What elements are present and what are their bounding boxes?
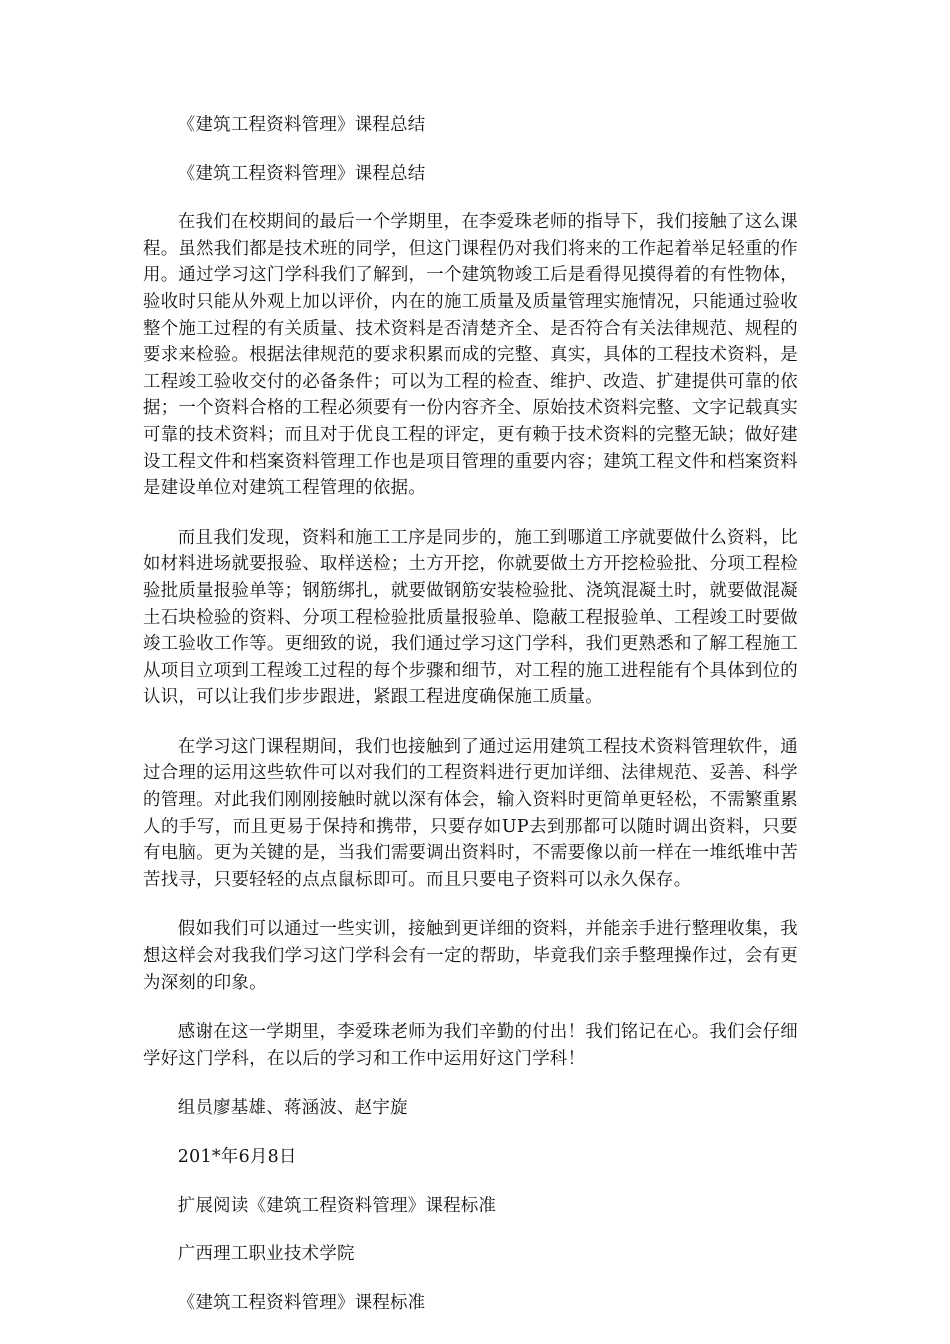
paragraph-intro: 在我们在校期间的最后一个学期里，在李爱珠老师的指导下，我们接触了这么课程。虽然我们都是技术班的同学，但这门课程仍对我们将来的工作起着举足轻重的作用。通过学习这门学科我们了解到，一个建筑物竣工后是看得见摸得着的有性物体，验收时只能从外观上加以评价，内在的施工质量及质量管理实施情况，只能通过验收整个施工过程的有关质量、技术资料是否清楚齐全、是否符合有关法律规范、规程的要求来检验。根据法律规范的要求积累而成的完整、真实，具体的工程技术资料，是工程竣工验收交付的必备条件；可以为工程的检查、维护、改造、扩建提供可靠的依据；一个资料合格的工程必须要有一份内容齐全、原始技术资料完整、文字记载真实可靠的技术资料；而且对于优良工程的评定，更有赖于技术资料的完整无缺；做好建设工程文件和档案资料管理工作也是项目管理的重要内容；建筑工程文件和档案资料是建设单位对建筑工程管理的依据。 xyxy=(143,212,798,499)
extended-reading-heading: 扩展阅读《建筑工程资料管理》课程标准 xyxy=(177,1195,497,1216)
document-subtitle: 《建筑工程资料管理》课程总结 xyxy=(177,163,426,184)
course-standard-title: 《建筑工程资料管理》课程标准 xyxy=(177,1292,426,1313)
institution-name: 广西理工职业技术学院 xyxy=(177,1244,355,1265)
document-body xyxy=(143,112,798,1338)
document-title: 《建筑工程资料管理》课程总结 xyxy=(177,115,426,135)
paragraph-software: 在学习这门课程期间，我们也接触到了通过运用建筑工程技术资料管理软件，通过合理的运用这些软件可以对我们的工程资料进行更加详细、法律规范、妥善、科学的管理。对此我们刚刚接触时就以深有体会，输入资料时更简单更轻松，不需繁重累人的手写，而且更易于保持和携带，只要存如UP去到那都可以随时调出资料，只要有电脑。更为关键的是，当我们需要调出资料时，不需要像以前一样在一堆纸堆中苦苦找寻，只要轻轻的点点鼠标即可。而且只要电子资料可以永久保存。 xyxy=(143,736,798,890)
paragraph-thanks: 感谢在这一学期里，李爱珠老师为我们辛勤的付出！我们铭记在心。我们会仔细学好这门学科，在以后的学习和工作中运用好这门学科！ xyxy=(143,1022,798,1069)
paragraph-training: 假如我们可以通过一些实训，接触到更详细的资料，并能亲手进行整理收集，我想这样会对我我们学习这门学科会有一定的帮助，毕竟我们亲手整理操作过，会有更为深刻的印象。 xyxy=(143,919,798,993)
document-date: 201*年6月8日 xyxy=(177,1147,297,1167)
group-members: 组员廖基雄、蒋涵波、赵宇旋 xyxy=(177,1098,408,1119)
paragraph-process: 而且我们发现，资料和施工工序是同步的，施工到哪道工序就要做什么资料，比如材料进场就要报验、取样送检；土方开挖，你就要做土方开挖检验批、分项工程检验批质量报验单等；钢筋绑扎，就要做钢筋安装检验批、浇筑混凝土时，就要做混凝土石块检验的资料、分项工程检验批质量报验单、隐蔽工程报验单、工程竣工时要做竣工验收工作等。更细致的说，我们通过学习这门学科，我们更熟悉和了解工程施工从项目立项到工程竣工过程的每个步骤和细节，对工程的施工进程能有个具体到位的认识，可以让我们步步跟进，紧跟工程进度确保施工质量。 xyxy=(143,527,798,708)
